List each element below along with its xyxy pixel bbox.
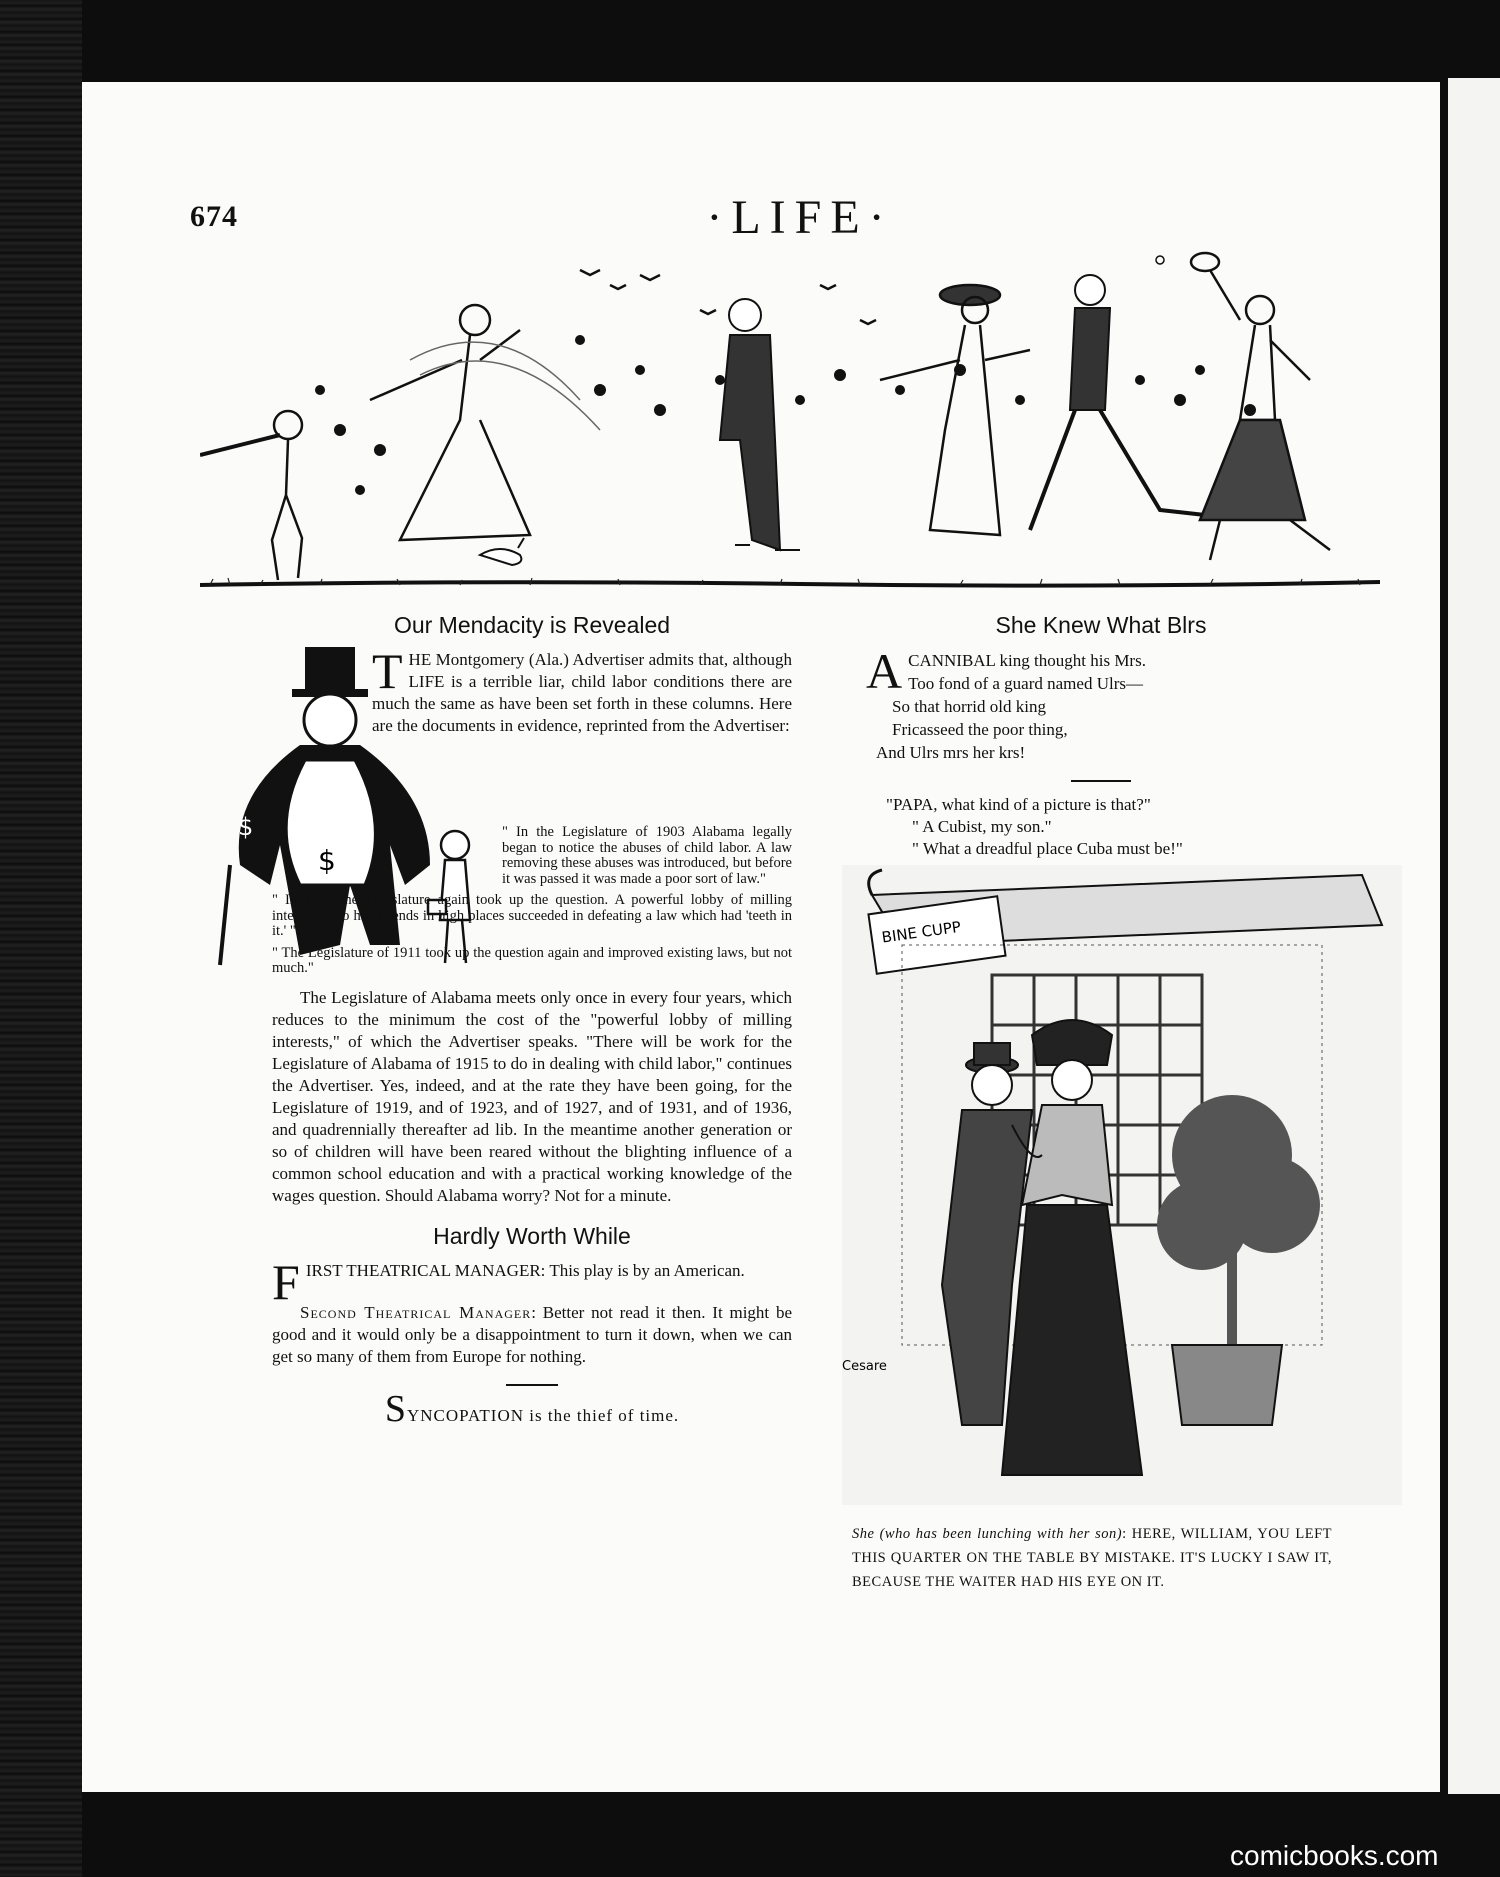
caption-aside: (who has been lunching with her son): [879, 1526, 1123, 1542]
poem-line-2: Too fond of a guard named Ulrs—: [908, 674, 1143, 693]
joke-line-1: "PAPA, what kind of a picture is that?": [886, 795, 1151, 814]
boy-figure: [720, 299, 800, 550]
cane: [220, 865, 230, 965]
street-scene-drawing: [842, 865, 1402, 1505]
artist-signature: Cesare: [842, 1359, 887, 1374]
dropcap-s: S: [384, 1387, 407, 1430]
dropcap-a: A: [866, 643, 903, 699]
quote-1911: " The Legislature of 1911 took up the question again and improved existing laws, but not much.": [272, 944, 792, 976]
left-column: [272, 612, 792, 1430]
poem-title: She Knew What Blrs: [995, 612, 1207, 638]
dropcap-t: T: [372, 643, 403, 699]
faun-figure: [200, 411, 302, 580]
right-column: [866, 612, 1336, 860]
quotes-wrap: [272, 825, 792, 887]
cubist-joke: [866, 794, 1336, 860]
caption-text: : HERE, WILLIAM, YOU LEFT THIS QUARTER ON THE TABLE BY MISTAKE. IT'S LUCKY I SAW IT, BECAUSE THE WAITER HAD HIS EYE ON IT.: [852, 1526, 1332, 1590]
article-intro-text: HE Montgomery (Ala.) Advertiser admits that, although LIFE is a terrible liar, child labor conditions there are much the same as have been set forth in these columns. Here are the documents in evidence, reprinted from the Advertiser:: [372, 650, 792, 735]
poem-line-5: And Ulrs mrs her krs!: [876, 743, 1026, 762]
facing-page-edge: [1448, 78, 1500, 1794]
birds: [580, 270, 876, 324]
article-intro-wrap: [272, 643, 792, 799]
left-page-edge: [0, 0, 82, 1877]
poem-line-1: CANNIBAL king thought his Mrs.: [908, 651, 1146, 670]
banner-illustration: [200, 250, 1380, 595]
page-number: 674: [190, 200, 238, 233]
poem-line-4: Fricasseed the poor thing,: [892, 720, 1068, 739]
poem-body: [866, 643, 1336, 764]
manager-line-1: IRST THEATRICAL MANAGER: This play is by an American.: [305, 1260, 745, 1280]
poem-rule: [1071, 780, 1131, 782]
illustration-caption: [852, 1522, 1332, 1594]
article-title-hardly-worth: Hardly Worth While: [433, 1222, 631, 1249]
lunch-illustration: [842, 865, 1402, 1505]
site-watermark: comicbooks.com: [1230, 1840, 1439, 1871]
manager-line-2: : Better not read it then. It might be good and it would only be a disappointment to turn it down, when we can get so many of them from Europe for nothing.: [272, 1302, 792, 1366]
syncopation-filler: [272, 1387, 792, 1430]
second-manager-label: Second Theatrical Manager: [300, 1302, 532, 1322]
joke-line-2: " A Cubist, my son.": [912, 817, 1052, 836]
dollar-sign: $: [318, 844, 336, 877]
dollar-sign-2: $: [238, 813, 254, 841]
shop-sign-text: BINE CUPP: [880, 917, 963, 947]
syncopation-text: YNCOPATION is the thief of time.: [406, 1405, 680, 1425]
quote-1903: " In the Legislature of 1903 Alabama legally began to notice the abuses of child labor. A law removing these abuses was introduced, but before it was passed it was made a poor sort of law.": [502, 824, 792, 887]
manager-dialogue-1: [272, 1253, 792, 1310]
dropcap-f: F: [272, 1253, 300, 1310]
rabbit-figure: [480, 538, 524, 565]
article-title-mendacity: Our Mendacity is Revealed: [393, 612, 671, 638]
manager-dialogue-2: [272, 1302, 792, 1368]
quote-1907: " In 1907 the Legislature again took up the question. A powerful lobby of milling interests who had friends in high places succeeded in defeating a law which had 'teeth in it.' ": [272, 892, 792, 939]
caption-speaker: She: [852, 1526, 875, 1542]
joke-line-3: " What a dreadful place Cuba must be!": [912, 839, 1183, 858]
flower-scatter: [315, 335, 1256, 495]
poem-line-3: So that horrid old king: [892, 697, 1046, 716]
section-rule: [506, 1384, 558, 1386]
woman-hat-figure: [880, 285, 1030, 535]
tennis-woman-figure: [1191, 253, 1330, 560]
flower-woman-figure: [370, 305, 600, 540]
procession-drawing: [200, 250, 1380, 595]
article-intro: [372, 643, 792, 737]
masthead: ·LIFE·: [706, 191, 894, 244]
article-body: The Legislature of Alabama meets only once in every four years, which reduces to the minimum the cost of the "powerful lobby of milling interests," of which the Advertiser speaks. "There will be work for the Legislature of Alabama of 1915 to do in dealing with child labor," continues the Advertiser. Yes, indeed, and at the rate they have been going, for the Legislature of 1919, and of 1923, and of 1927, and of 1931, and of 1936, and quadrennially thereafter ad lib. In the meantime another generation or so of children will have been reared without the blighting influence of a common school education and with a practical working knowledge of the wages question. Should Alabama worry? Not for a minute.: [272, 987, 792, 1205]
